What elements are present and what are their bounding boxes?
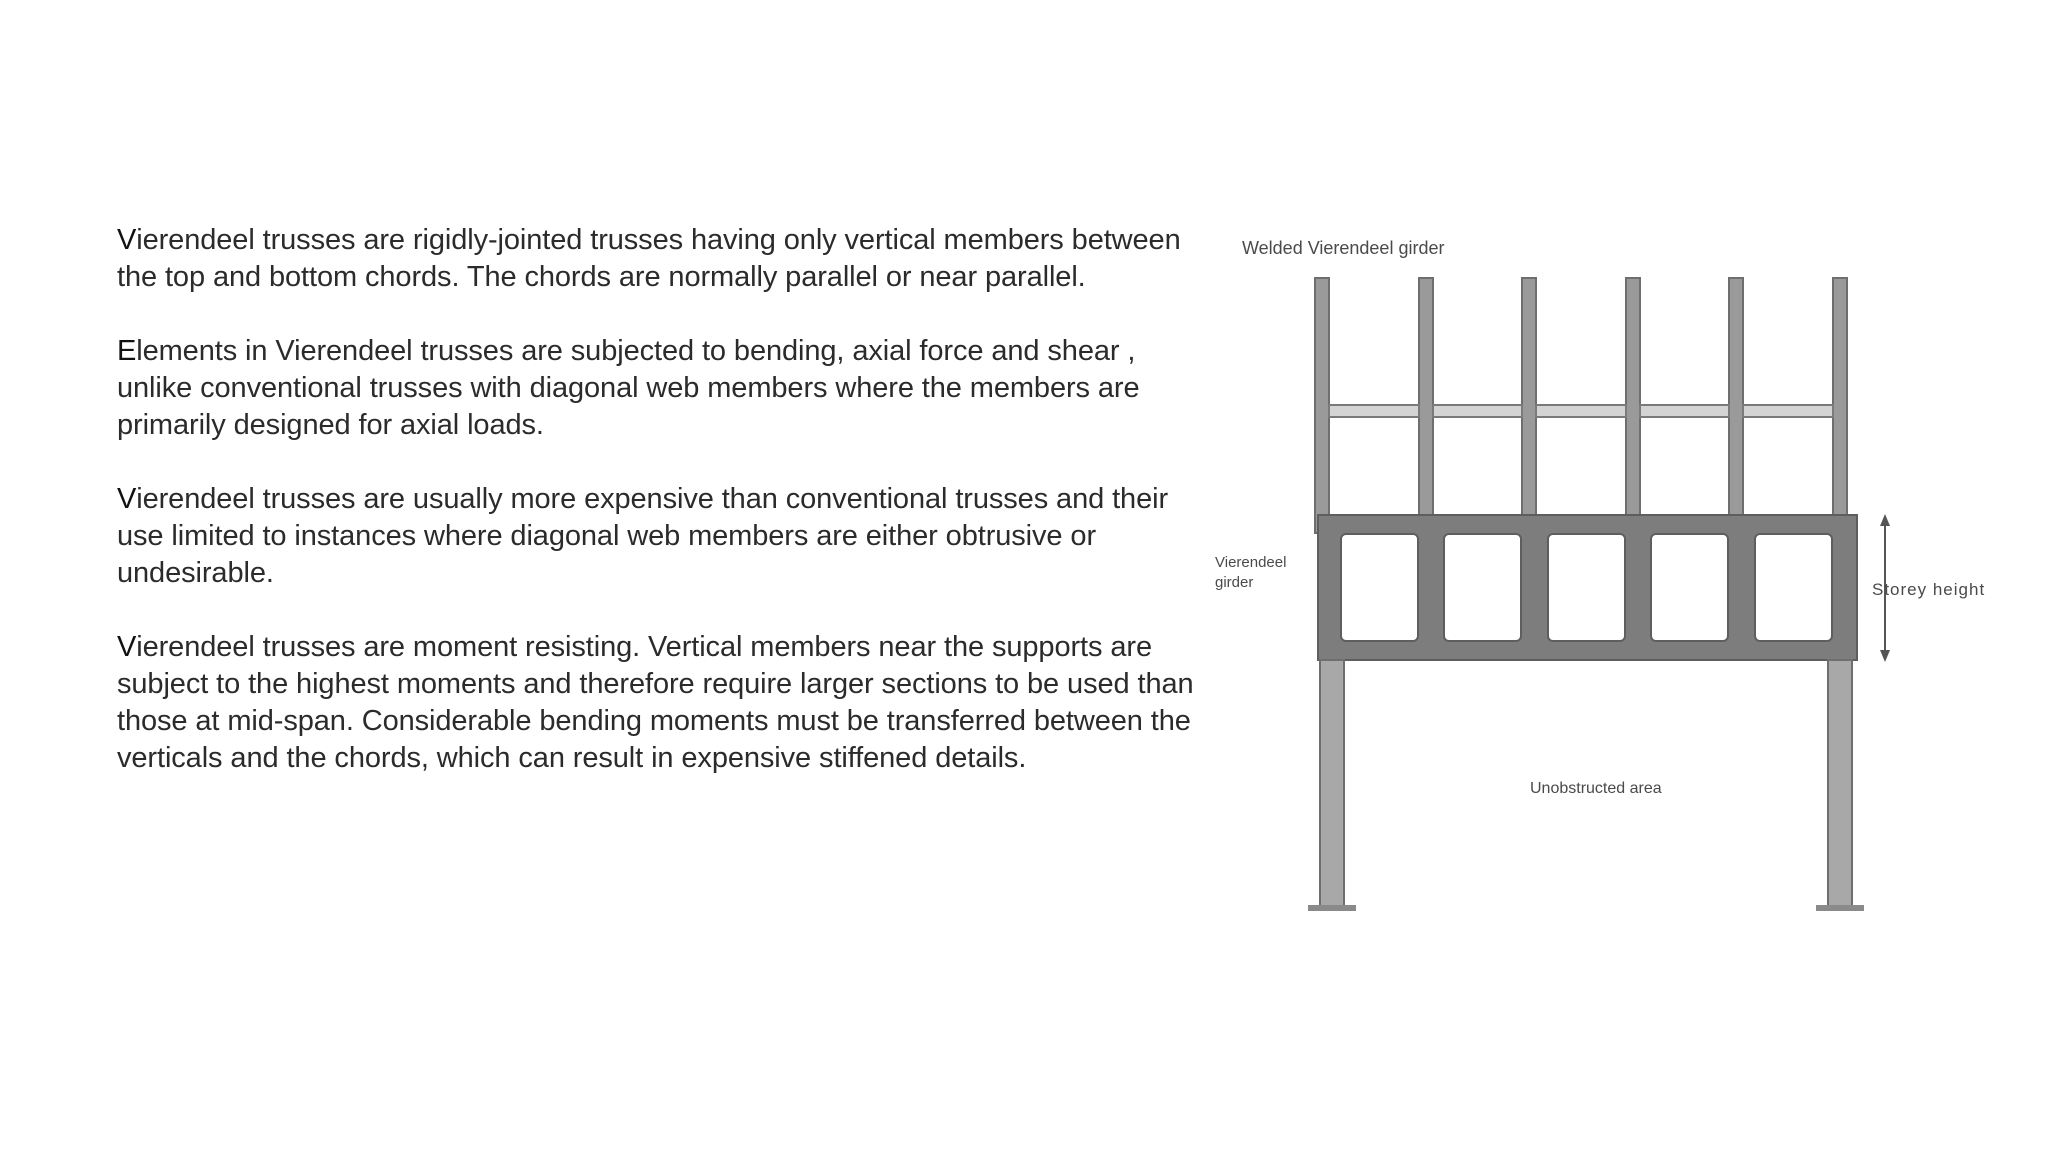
upper-vertical	[1522, 278, 1536, 533]
paragraph-initial: V	[117, 483, 137, 515]
upper-vertical	[1729, 278, 1743, 533]
label-unobstructed-area: Unobstructed area	[1530, 780, 1662, 797]
paragraph-4	[117, 629, 1197, 777]
upper-vertical	[1315, 278, 1329, 533]
arrow-up-icon	[1880, 514, 1890, 526]
paragraph-text: lements in Vierendeel trusses are subjected to bending, axial force and shear , unlike conventional trusses with diagonal web members where the members are primarily designed for axial loads.	[117, 335, 1140, 441]
paragraph-2	[117, 333, 1197, 444]
upper-vertical	[1419, 278, 1433, 533]
paragraph-text: ierendeel trusses are usually more expensive than conventional trusses and their use limited to instances where diagonal web members are either obtrusive or undesirable.	[117, 483, 1169, 589]
arrow-down-icon	[1880, 650, 1890, 662]
girder-opening	[1341, 534, 1418, 641]
base-plate-left	[1308, 905, 1356, 911]
column-right	[1828, 660, 1852, 907]
paragraph-1	[117, 222, 1197, 296]
column-left	[1320, 660, 1344, 907]
label-vierendeel-girder-line2: girder	[1215, 574, 1254, 591]
upper-rail	[1329, 405, 1833, 417]
paragraph-initial: E	[117, 335, 137, 367]
girder-opening	[1548, 534, 1625, 641]
label-storey-height: Storey height	[1872, 580, 1986, 599]
body-text	[117, 222, 1197, 814]
girder-opening	[1755, 534, 1832, 641]
paragraph-initial: V	[117, 224, 137, 256]
paragraph-text: ierendeel trusses are moment resisting. Vertical members near the supports are subject to the highest moments and therefore require larger sections to be used than those at mid-span. Considerable bending moments must be transferred between the verticals and the chords, which can result in expensive stiffened details.	[117, 631, 1194, 774]
paragraph-3	[117, 481, 1197, 592]
vierendeel-diagram	[1200, 222, 2020, 922]
upper-vertical	[1833, 278, 1847, 533]
girder-opening	[1651, 534, 1728, 641]
vierendeel-figure	[1200, 222, 2020, 922]
paragraph-initial: V	[117, 631, 137, 663]
label-vierendeel-girder-line1: Vierendeel	[1215, 554, 1287, 571]
paragraph-text: ierendeel trusses are rigidly-jointed trusses having only vertical members between the top and bottom chords. The chords are normally parallel or near parallel.	[117, 224, 1181, 293]
upper-vertical	[1626, 278, 1640, 533]
label-welded-girder: Welded Vierendeel girder	[1242, 238, 1445, 258]
girder	[1318, 515, 1857, 660]
base-plate-right	[1816, 905, 1864, 911]
girder-opening	[1444, 534, 1521, 641]
